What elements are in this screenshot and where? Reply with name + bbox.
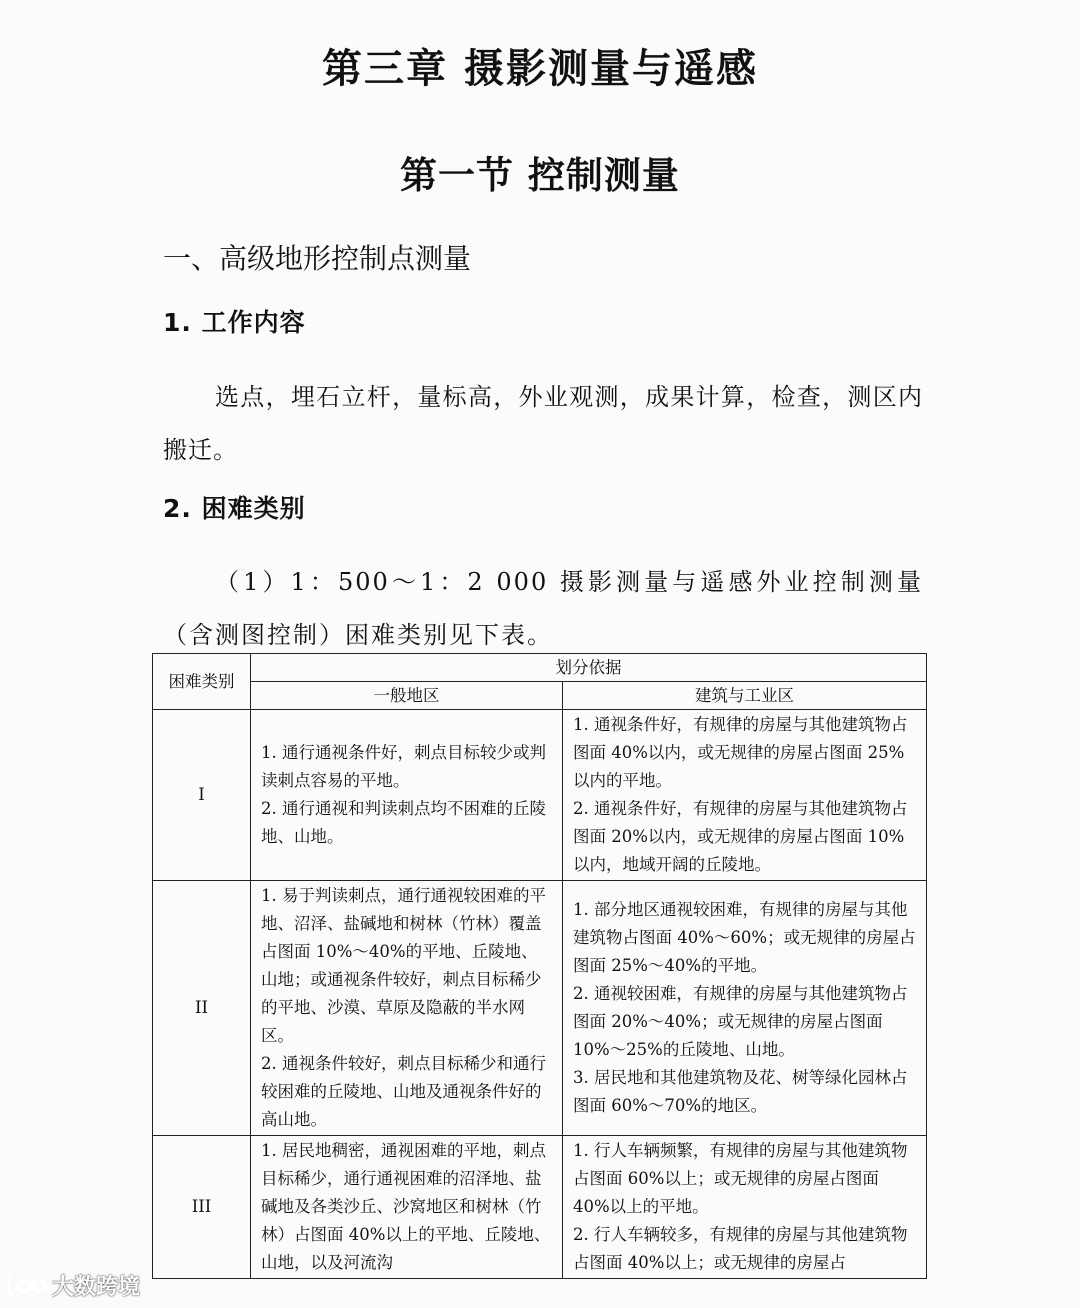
- header-basis: 划分依据: [251, 654, 927, 682]
- header-general-area: 一般地区: [251, 682, 563, 710]
- list-item: 1. 通视条件好，有规律的房屋与其他建筑物占图面 40%以内，或无规律的房屋占图面 25%以内的平地。: [573, 715, 908, 790]
- list-item: 1. 部分地区通视较困难，有规律的房屋与其他建筑物占图面 40%～60%；或无规律的房屋占图面 25%～40%的平地。: [573, 900, 916, 975]
- list-item: 2. 通行通视和判读刺点均不困难的丘陵地、山地。: [261, 799, 546, 846]
- list-item: 2. 通视较困难，有规律的房屋与其他建筑物占图面 20%～40%；或无规律的房屋占图面 10%～25%的丘陵地、山地。: [573, 984, 908, 1059]
- general-area-cell: [251, 1136, 563, 1279]
- header-building-area: 建筑与工业区: [563, 682, 927, 710]
- subsection-title: 一、高级地形控制点测量: [163, 242, 472, 275]
- table-row: [153, 1136, 927, 1279]
- category-cell: III: [153, 1136, 251, 1279]
- list-item: 1. 通行通视条件好，刺点目标较少或判读刺点容易的平地。: [261, 743, 546, 790]
- difficulty-paragraph: （1）1：500～1：2 000 摄影测量与遥感外业控制测量（含测图控制）困难类别见下表。: [163, 568, 923, 649]
- general-area-cell: [251, 710, 563, 881]
- general-area-cell: [251, 881, 563, 1136]
- watermark-text: 大数跨境: [52, 1275, 141, 1300]
- list-item: 2. 通视条件好，有规律的房屋与其他建筑物占图面 20%以内，或无规律的房屋占图面 10%以内，地域开阔的丘陵地。: [573, 799, 908, 874]
- table-row: [153, 881, 927, 1136]
- building-area-cell: [563, 881, 927, 1136]
- watermark: [6, 1270, 140, 1301]
- table-row: [153, 710, 927, 881]
- brand-logo-icon: [6, 1273, 50, 1299]
- section-title: 第一节 控制测量: [400, 154, 680, 197]
- table-body: [153, 710, 927, 1279]
- building-area-cell: [563, 1136, 927, 1279]
- chapter-title: 第三章 摄影测量与遥感: [322, 46, 758, 92]
- header-category: 困难类别: [153, 654, 251, 710]
- category-cell: I: [153, 710, 251, 881]
- difficulty-table: [152, 653, 927, 1279]
- list-item: 3. 居民地和其他建筑物及花、树等绿化园林占图面 60%～70%的地区。: [573, 1068, 908, 1115]
- list-item: 2. 行人车辆较多，有规律的房屋与其他建筑物占图面 40%以上；或无规律的房屋占: [573, 1225, 908, 1272]
- list-item: 1. 居民地稠密，通视困难的平地，刺点目标稀少，通行通视困难的沼泽地、盐碱地及各类沙丘、沙窝地区和树林（竹林）占图面 40%以上的平地、丘陵地、山地，以及河流沟: [261, 1141, 551, 1272]
- category-cell: II: [153, 881, 251, 1136]
- building-area-cell: [563, 710, 927, 881]
- list-item: 1. 行人车辆频繁，有规律的房屋与其他建筑物占图面 60%以上；或无规律的房屋占图面 40%以上的平地。: [573, 1141, 908, 1216]
- difficulty-heading: 2. 困难类别: [163, 494, 306, 523]
- work-content-heading: 1. 工作内容: [163, 308, 306, 337]
- list-item: 2. 通视条件较好，刺点目标稀少和通行较困难的丘陵地、山地及通视条件好的高山地。: [261, 1054, 546, 1129]
- list-item: 1. 易于判读刺点，通行通视较困难的平地、沼泽、盐碱地和树林（竹林）覆盖占图面 10%～40%的平地、丘陵地、山地；或通视条件较好，刺点目标稀少的平地、沙漠、草原及隐蔽的半水网区。: [261, 886, 546, 1045]
- work-content-paragraph: 选点，埋石立杆，量标高，外业观测，成果计算，检查，测区内搬迁。: [163, 383, 923, 464]
